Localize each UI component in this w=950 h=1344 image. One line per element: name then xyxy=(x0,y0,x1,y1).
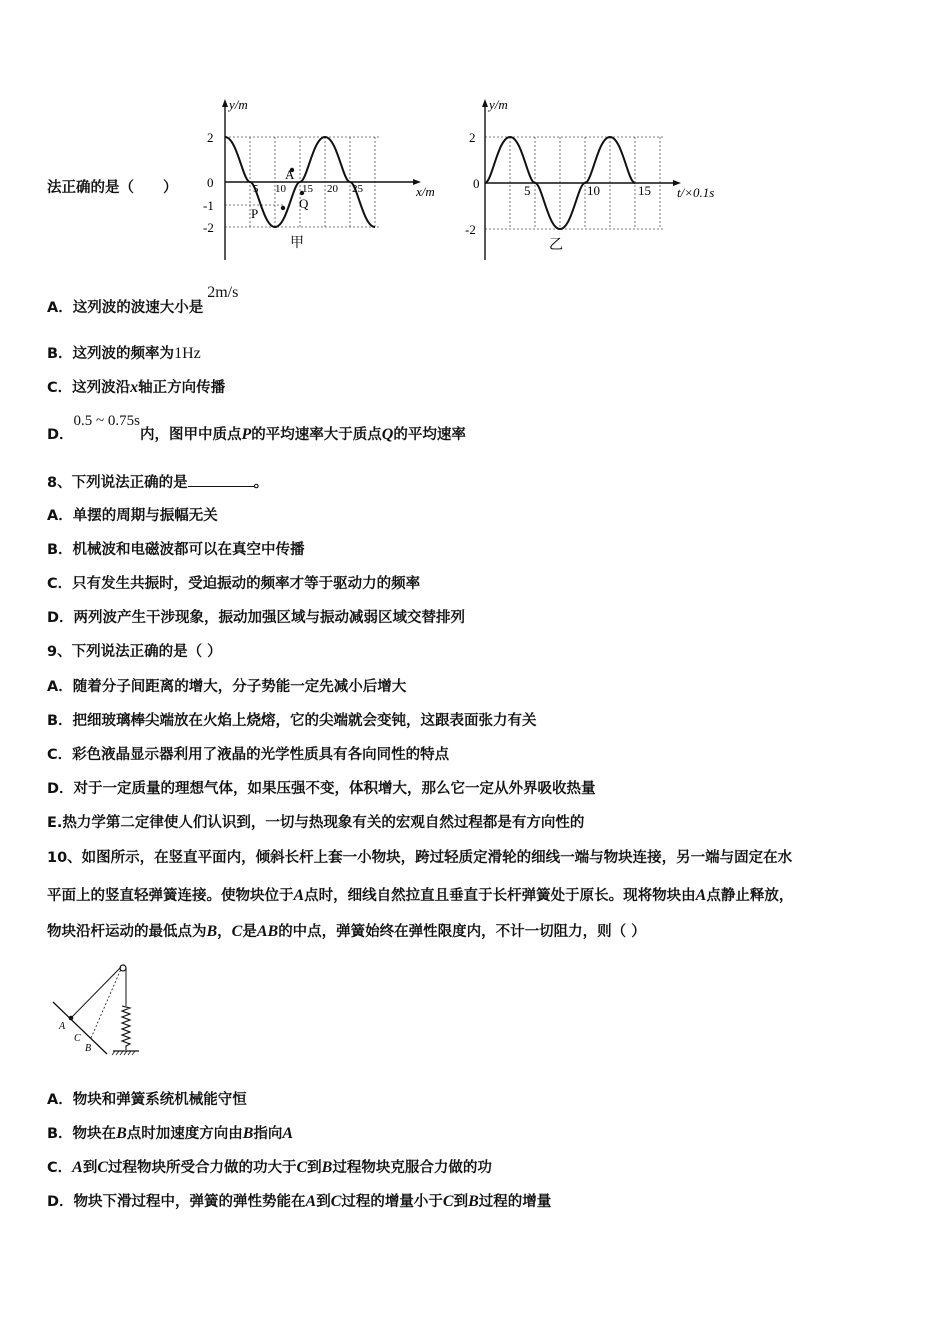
option-text: D． xyxy=(47,427,74,443)
var-a: A xyxy=(293,887,305,904)
var-c: C xyxy=(442,1193,454,1210)
stem-end: 。 xyxy=(253,475,269,491)
fig-label-c: C xyxy=(74,1033,81,1044)
var-b: B xyxy=(468,1193,479,1210)
option-text: 到 xyxy=(453,1194,469,1210)
option-text: A．这列波的波速大小是 xyxy=(47,300,204,316)
q10-option-a: A．物块和弹簧系统机械能守恒 xyxy=(47,1092,247,1108)
q7-option-d xyxy=(47,413,466,445)
yi-y-tick: 0 xyxy=(473,176,480,191)
var-c: C xyxy=(330,1193,342,1210)
jia-x-tick: 5 xyxy=(253,183,259,195)
var-ab: AB xyxy=(256,923,279,940)
var-b: B xyxy=(242,1125,254,1142)
yi-x-label: t/×0.1s xyxy=(677,185,715,200)
option-text: 的平均速率 xyxy=(393,427,466,443)
answer-blank xyxy=(188,472,254,487)
jia-x-tick: 10 xyxy=(275,183,286,195)
label-point-q: Q xyxy=(299,196,309,211)
option-text: C． xyxy=(47,1160,73,1176)
jia-x-tick: 20 xyxy=(327,183,338,195)
option-text: 的平均速率大于质点 xyxy=(251,427,382,443)
var-q: Q xyxy=(381,426,394,443)
jia-y-label: y/m xyxy=(229,97,248,112)
q9-option-a: A．随着分子间距离的增大，分子势能一定先减小后增大 xyxy=(47,679,407,695)
jia-x-tick: 15 xyxy=(302,183,313,195)
option-text: C．这列波沿 xyxy=(47,380,131,396)
yi-x-tick: 10 xyxy=(587,183,600,198)
time-interval: 0.5 ~ 0.75s xyxy=(73,413,140,429)
q8-option-c: C．只有发生共振时，受迫振动的频率才等于驱动力的频率 xyxy=(47,576,421,592)
jia-y-tick: -2 xyxy=(203,220,214,235)
stem-text: 点时，细线自然拉直且垂直于长杆弹簧处于原长。现将物块由 xyxy=(304,888,696,904)
incline-pulley-spring-figure xyxy=(45,958,150,1058)
var-b: B xyxy=(116,1125,127,1142)
stem-text: 物块沿杆运动的最低点为 xyxy=(47,924,207,940)
var-b: B xyxy=(321,1159,333,1176)
q7-option-b xyxy=(47,344,201,364)
jia-caption: 甲 xyxy=(290,236,304,251)
block xyxy=(69,1016,74,1021)
var-a: A xyxy=(282,1125,294,1142)
q9-option-c: C．彩色液晶显示器利用了液晶的光学性质具有各向同性的特点 xyxy=(47,747,450,763)
label-point-a: A xyxy=(285,167,295,182)
q10-stem-line1: 10、如图所示，在竖直平面内，倾斜长杆上套一小物块，跨过轻质定滑轮的细线一端与物块连接，另一端与固定在水 xyxy=(47,850,793,866)
q10-option-d xyxy=(47,1192,551,1212)
yi-caption: 乙 xyxy=(549,238,563,253)
q9-stem: 9、下列说法正确的是（ ） xyxy=(47,644,222,660)
q9-option-b: B．把细玻璃棒尖端放在火焰上烧熔，它的尖端就会变钝，这跟表面张力有关 xyxy=(47,713,537,729)
var-c: C xyxy=(296,1159,308,1176)
q9-option-d: D．对于一定质量的理想气体，如果压强不变，体积增大，那么它一定从外界吸收热量 xyxy=(47,781,596,797)
option-text: 点时加速度方向由 xyxy=(126,1126,243,1142)
q7-option-c xyxy=(47,378,225,398)
option-text: B．这列波的频率为 xyxy=(47,346,175,362)
jia-x-tick: 25 xyxy=(352,183,363,195)
jia-y-tick: 2 xyxy=(207,130,214,145)
stem-text: 是 xyxy=(242,924,257,940)
option-text: B．物块在 xyxy=(47,1126,117,1142)
speed-value: 2m/s xyxy=(207,284,239,301)
option-text: 到 xyxy=(82,1160,98,1176)
var-p: P xyxy=(241,426,252,443)
stem-text: 平面上的竖直轻弹簧连接。使物块位于 xyxy=(47,888,294,904)
option-text: 指向 xyxy=(253,1126,283,1142)
y-axis-arrow xyxy=(222,99,228,107)
pulley xyxy=(120,965,126,971)
option-text: 过程物块克服合力做的功 xyxy=(332,1160,492,1176)
jia-y-tick: -1 xyxy=(203,198,214,213)
q10-stem-line2 xyxy=(47,886,793,906)
q8-option-a: A．单摆的周期与振幅无关 xyxy=(47,508,218,524)
q7-stem-tail: 法正确的是（ ） xyxy=(47,180,178,196)
q8-stem xyxy=(47,472,268,493)
q9-option-e: E.热力学第二定律使人们认识到，一切与热现象有关的宏观自然过程都是有方向性的 xyxy=(47,815,585,831)
option-text: D．物块下滑过程中，弹簧的弹性势能在 xyxy=(47,1194,306,1210)
stem-text: 8、下列说法正确的是 xyxy=(47,475,188,491)
spring xyxy=(122,1006,130,1050)
option-text: 轴正方向传播 xyxy=(138,380,226,396)
q8-option-d: D．两列波产生干涉现象，振动加强区域与振动减弱区域交替排列 xyxy=(47,610,466,626)
q10-stem-line3 xyxy=(47,922,646,942)
wave-graph-jia xyxy=(195,95,445,260)
string-a xyxy=(71,967,121,1018)
var-a: A xyxy=(695,887,707,904)
var-c: C xyxy=(231,923,243,940)
yi-x-tick: 15 xyxy=(638,183,651,198)
option-text: 内，图甲中质点 xyxy=(140,427,242,443)
var-c: C xyxy=(97,1159,108,1176)
q10-option-c xyxy=(47,1158,492,1178)
stem-text: ， xyxy=(217,924,232,940)
string-b-dashed xyxy=(91,969,121,1038)
stem-text: 点静止释放， xyxy=(706,888,794,904)
jia-y-tick: 0 xyxy=(207,175,214,190)
option-text: 过程的增量小于 xyxy=(341,1194,443,1210)
yi-y-label: y/m xyxy=(489,97,508,112)
option-text: 到 xyxy=(316,1194,331,1210)
var-b: B xyxy=(206,923,218,940)
q10-option-b xyxy=(47,1124,293,1144)
stem-text: 的中点，弹簧始终在弹性限度内，不计一切阻力，则（ ） xyxy=(278,924,646,940)
option-text: 过程物块所受合力做的功大于 xyxy=(108,1160,297,1176)
frequency-value: 1Hz xyxy=(174,345,201,362)
var-a: A xyxy=(305,1193,317,1210)
vibration-graph-yi xyxy=(455,95,735,260)
point-p-marker xyxy=(281,206,285,210)
q8-option-b: B．机械波和电磁波都可以在真空中传播 xyxy=(47,542,305,558)
yi-y-tick: 2 xyxy=(469,130,476,145)
yi-y-tick: -2 xyxy=(465,222,476,237)
var-a: A xyxy=(72,1159,83,1176)
fig-label-a: A xyxy=(59,1021,66,1032)
option-text: 到 xyxy=(307,1160,322,1176)
yi-x-tick: 5 xyxy=(524,183,531,198)
fig-label-b: B xyxy=(85,1043,92,1054)
var-x: x xyxy=(130,379,139,396)
y-axis-arrow xyxy=(482,99,488,107)
q7-option-a xyxy=(47,284,239,318)
jia-x-label: x/m xyxy=(416,184,435,199)
option-text: 过程的增量 xyxy=(478,1194,552,1210)
label-point-p: P xyxy=(251,206,259,221)
